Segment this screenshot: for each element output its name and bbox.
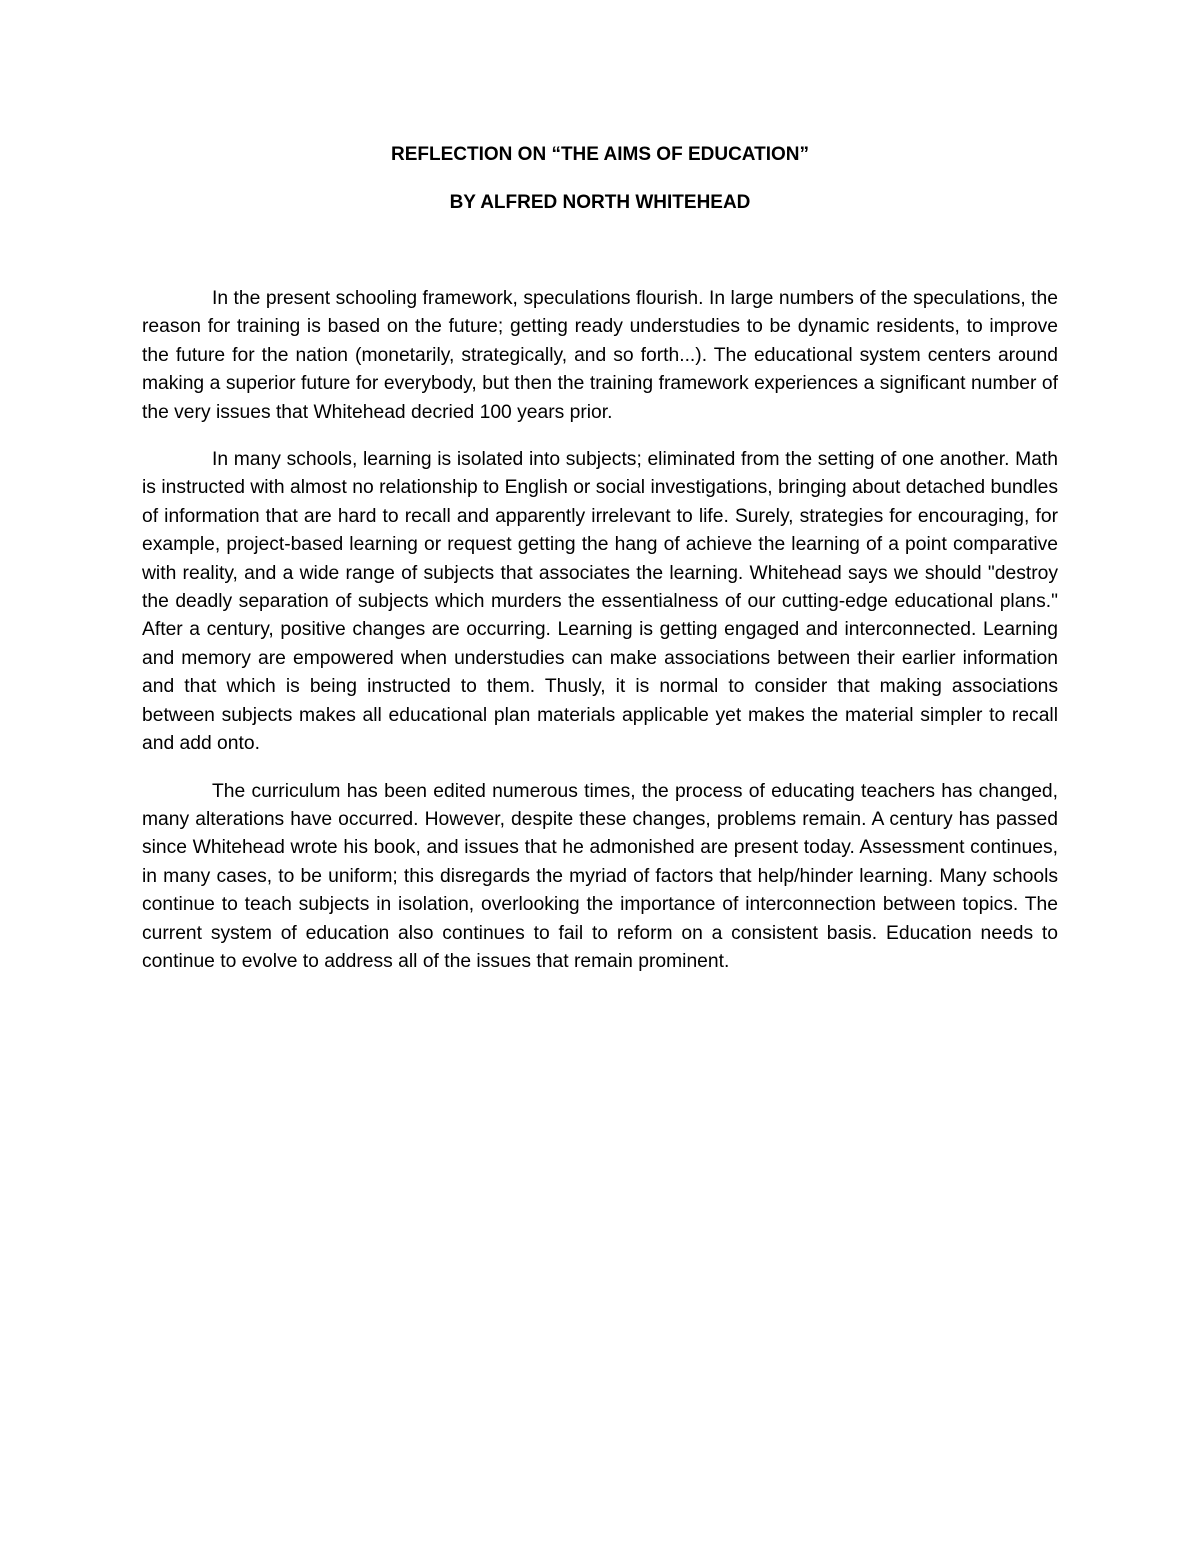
paragraph-3: The curriculum has been edited numerous times, the process of educating teachers has changed, many alterations have occurred. However, despite these changes, problems remain. A century has passed since Whitehead wrote his book, and issues that he admonished are present today. Assessment continues, in many cases, to be uniform; this disregards the myriad of factors that help/hinder learning. Many schools continue to teach subjects in isolation, overlooking the importance of interconnection between topics. The current system of education also continues to fail to reform on a consistent basis. Education needs to continue to evolve to address all of the issues that remain prominent. — [142, 780, 1058, 972]
document-title: REFLECTION ON “THE AIMS OF EDUCATION” — [391, 144, 809, 165]
document-body — [142, 285, 1058, 995]
paragraph-1: In the present schooling framework, speculations flourish. In large numbers of the speculations, the reason for training is based on the future; getting ready understudies to be dynamic residents, to improve the future for the nation (monetarily, strategically, and so forth...). The educational system centers around making a superior future for everybody, but then the training framework experiences a significant number of the very issues that Whitehead decried 100 years prior. — [142, 288, 1058, 423]
paragraph-2: In many schools, learning is isolated into subjects; eliminated from the setting of one another. Math is instructed with almost no relationship to English or social investigations, bringing about detached bundles of information that are hard to recall and apparently irrelevant to life. Surely, strategies for encouraging, for example, project-based learning or request getting the hang of achieve the learning of a point comparative with reality, and a wide range of subjects that associates the learning. Whitehead says we should "destroy the deadly separation of subjects which murders the essentialness of our cutting-edge educational plans." After a century, positive changes are occurring. Learning is getting engaged and interconnected. Learning and memory are empowered when understudies can make associations between their earlier information and that which is being instructed to them. Thusly, it is normal to consider that making associations between subjects makes all educational plan materials applicable yet makes the material simpler to recall and add onto. — [142, 449, 1058, 755]
document-subtitle: BY ALFRED NORTH WHITEHEAD — [449, 192, 751, 213]
